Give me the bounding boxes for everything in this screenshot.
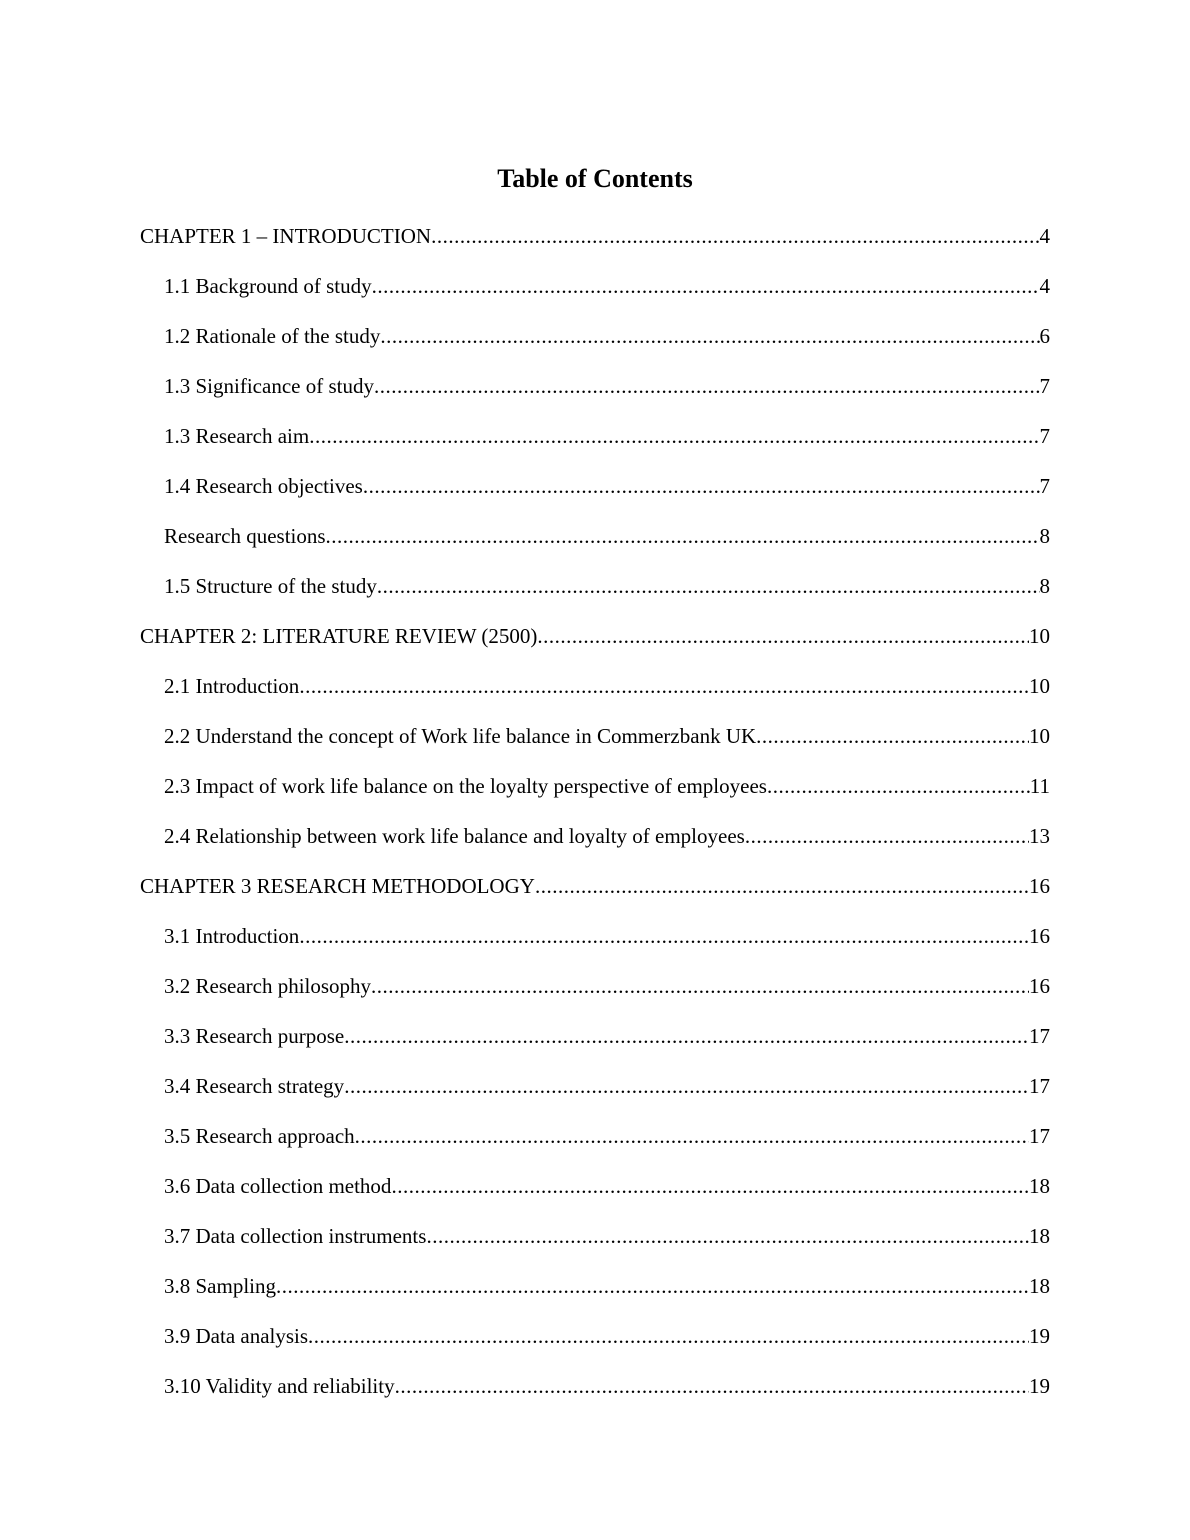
toc-chapter-entry[interactable] <box>140 622 1050 672</box>
toc-dot-leader <box>395 1372 1029 1400</box>
toc-entry-label: 1.1 Background of study <box>164 274 372 298</box>
toc-page-number: 7 <box>1039 374 1050 398</box>
toc-page-number: 18 <box>1029 1274 1050 1298</box>
toc-page-number: 7 <box>1039 424 1050 448</box>
toc-page-number: 16 <box>1029 924 1050 948</box>
toc-chapter-entry[interactable] <box>140 872 1050 922</box>
toc-entry-label: 3.2 Research philosophy <box>164 974 372 998</box>
toc-dot-leader <box>363 472 1040 500</box>
toc-page-number: 19 <box>1029 1324 1050 1348</box>
toc-entry-label: 3.5 Research approach <box>164 1124 355 1148</box>
toc-dot-leader <box>431 222 1039 250</box>
toc-entry-label: 2.2 Understand the concept of Work life balance in Commerzbank UK <box>164 724 757 748</box>
toc-entry-label: 2.4 Relationship between work life balance and loyalty of employees <box>164 824 745 848</box>
toc-page-number: 6 <box>1039 324 1050 348</box>
toc-dot-leader <box>745 822 1029 850</box>
toc-page-number: 18 <box>1029 1174 1050 1198</box>
toc-page-number: 8 <box>1039 524 1050 548</box>
toc-page-number: 10 <box>1029 724 1050 748</box>
toc-dot-leader <box>756 722 1029 750</box>
toc-section-entry[interactable] <box>140 722 1050 772</box>
toc-section-entry[interactable] <box>140 922 1050 972</box>
toc-entry-label: 3.8 Sampling <box>164 1274 277 1298</box>
toc-dot-leader <box>344 1072 1029 1100</box>
toc-dot-leader <box>299 922 1029 950</box>
toc-entry-label: 2.3 Impact of work life balance on the loyalty perspective of employees <box>164 774 767 798</box>
toc-dot-leader <box>308 1322 1029 1350</box>
toc-entry-label: CHAPTER 1 – INTRODUCTION <box>140 224 432 248</box>
toc-dot-leader <box>309 422 1039 450</box>
toc-list <box>140 222 1050 1422</box>
toc-page-number: 19 <box>1029 1374 1050 1398</box>
toc-section-entry[interactable] <box>140 972 1050 1022</box>
toc-page-number: 17 <box>1029 1024 1050 1048</box>
toc-page-number: 10 <box>1029 674 1050 698</box>
toc-page-number: 4 <box>1039 224 1050 248</box>
toc-page-number: 16 <box>1029 974 1050 998</box>
toc-entry-label: 1.3 Significance of study <box>164 374 374 398</box>
toc-dot-leader <box>380 322 1039 350</box>
toc-entry-label: Research questions <box>164 524 326 548</box>
toc-dot-leader <box>371 972 1029 1000</box>
toc-entry-label: 1.5 Structure of the study <box>164 574 377 598</box>
toc-page-number: 17 <box>1029 1074 1050 1098</box>
toc-page-number: 11 <box>1029 774 1050 798</box>
toc-section-entry[interactable] <box>140 572 1050 622</box>
toc-dot-leader <box>276 1272 1029 1300</box>
toc-page-number: 4 <box>1039 274 1050 298</box>
toc-section-entry[interactable] <box>140 822 1050 872</box>
toc-dot-leader <box>355 1122 1029 1150</box>
toc-page-number: 8 <box>1039 574 1050 598</box>
toc-entry-label: 3.10 Validity and reliability <box>164 1374 395 1398</box>
toc-section-entry[interactable] <box>140 1372 1050 1422</box>
toc-entry-label: 3.9 Data analysis <box>164 1324 309 1348</box>
toc-entry-label: 3.7 Data collection instruments <box>164 1224 427 1248</box>
toc-dot-leader <box>326 522 1040 550</box>
toc-entry-label: 1.3 Research aim <box>164 424 310 448</box>
toc-dot-leader <box>374 372 1040 400</box>
toc-dot-leader <box>535 872 1029 900</box>
toc-entry-label: CHAPTER 2: LITERATURE REVIEW (2500) <box>140 624 538 648</box>
toc-section-entry[interactable] <box>140 772 1050 822</box>
toc-section-entry[interactable] <box>140 1222 1050 1272</box>
toc-page-number: 16 <box>1029 874 1050 898</box>
toc-section-entry[interactable] <box>140 472 1050 522</box>
toc-dot-leader <box>426 1222 1029 1250</box>
toc-dot-leader <box>537 622 1029 650</box>
toc-dot-leader <box>391 1172 1029 1200</box>
toc-section-entry[interactable] <box>140 272 1050 322</box>
toc-section-entry[interactable] <box>140 522 1050 572</box>
toc-dot-leader <box>377 572 1040 600</box>
toc-page-number: 10 <box>1029 624 1050 648</box>
toc-entry-label: 3.6 Data collection method <box>164 1174 392 1198</box>
toc-dot-leader <box>344 1022 1029 1050</box>
toc-entry-label: 2.1 Introduction <box>164 674 300 698</box>
toc-page-number: 17 <box>1029 1124 1050 1148</box>
toc-page-number: 18 <box>1029 1224 1050 1248</box>
toc-section-entry[interactable] <box>140 1122 1050 1172</box>
toc-section-entry[interactable] <box>140 422 1050 472</box>
toc-page-number: 13 <box>1029 824 1050 848</box>
toc-entry-label: 1.2 Rationale of the study <box>164 324 381 348</box>
toc-section-entry[interactable] <box>140 322 1050 372</box>
toc-section-entry[interactable] <box>140 1072 1050 1122</box>
toc-entry-label: CHAPTER 3 RESEARCH METHODOLOGY <box>140 874 535 898</box>
toc-entry-label: 3.4 Research strategy <box>164 1074 345 1098</box>
toc-section-entry[interactable] <box>140 372 1050 422</box>
toc-entry-label: 3.1 Introduction <box>164 924 300 948</box>
toc-section-entry[interactable] <box>140 672 1050 722</box>
toc-entry-label: 1.4 Research objectives <box>164 474 363 498</box>
toc-section-entry[interactable] <box>140 1272 1050 1322</box>
toc-dot-leader <box>372 272 1040 300</box>
toc-page-number: 7 <box>1039 474 1050 498</box>
toc-section-entry[interactable] <box>140 1172 1050 1222</box>
toc-dot-leader <box>299 672 1029 700</box>
toc-dot-leader <box>767 772 1030 800</box>
toc-section-entry[interactable] <box>140 1022 1050 1072</box>
toc-chapter-entry[interactable] <box>140 222 1050 272</box>
toc-section-entry[interactable] <box>140 1322 1050 1372</box>
toc-entry-label: 3.3 Research purpose <box>164 1024 345 1048</box>
toc-title: Table of Contents <box>497 164 693 193</box>
